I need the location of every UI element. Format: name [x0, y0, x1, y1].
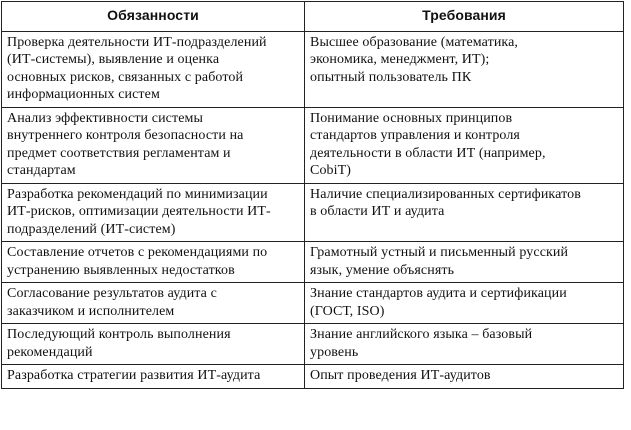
duty-cell [2, 324, 305, 365]
requirement-cell [305, 183, 624, 242]
duty-text: Проверка деятельности ИТ-подразделений (ИТ-системы), выявление и оценка основных рисков, связанных с работой информационных систем [7, 34, 267, 102]
duty-text: Последующий контроль выполнения рекомендаций [7, 327, 231, 360]
table-row [2, 183, 624, 242]
duty-cell [2, 365, 305, 389]
duty-cell [2, 283, 305, 324]
duty-cell [2, 107, 305, 183]
table-row [2, 31, 624, 107]
duty-text: Составление отчетов с рекомендациями по устранению выявленных недостатков [7, 245, 268, 278]
table-row [2, 324, 624, 365]
header-duties: Обязанности [2, 2, 305, 32]
requirement-text: Знание английского языка – базовый уровень [310, 327, 533, 360]
table-header-row [2, 2, 624, 32]
table-row [2, 107, 624, 183]
table-row [2, 242, 624, 283]
table-row [2, 365, 624, 389]
requirement-text: Понимание основных принципов стандартов управления и контроля деятельности в области ИТ (например, CobiT) [310, 110, 546, 178]
header-requirements: Требования [305, 2, 624, 32]
duty-cell [2, 242, 305, 283]
duty-text: Разработка рекомендаций по минимизации ИТ-рисков, оптимизации деятельности ИТ- подразделений (ИТ-систем) [7, 186, 271, 237]
requirement-cell [305, 283, 624, 324]
requirement-text: Грамотный устный и письменный русский язык, умение объяснять [310, 245, 569, 278]
requirement-cell [305, 242, 624, 283]
requirement-cell [305, 31, 624, 107]
duty-text: Разработка стратегии развития ИТ-аудита [7, 368, 261, 383]
requirement-cell [305, 324, 624, 365]
duty-text: Согласование результатов аудита с заказчиком и исполнителем [7, 286, 217, 319]
requirement-text: Опыт проведения ИТ-аудитов [310, 368, 491, 383]
requirement-cell [305, 107, 624, 183]
duty-cell [2, 183, 305, 242]
requirement-text: Высшее образование (математика, экономика, менеджмент, ИТ); опытный пользователь ПК [310, 34, 519, 85]
table-row [2, 283, 624, 324]
requirement-cell [305, 365, 624, 389]
duties-requirements-table [1, 1, 624, 389]
requirement-text: Наличие специализированных сертификатов в области ИТ и аудита [310, 186, 581, 219]
duty-cell [2, 31, 305, 107]
duty-text: Анализ эффективности системы внутреннего контроля безопасности на предмет соответствия регламентам и стандартам [7, 110, 244, 178]
requirement-text: Знание стандартов аудита и сертификации (ГОСТ, ISO) [310, 286, 567, 319]
